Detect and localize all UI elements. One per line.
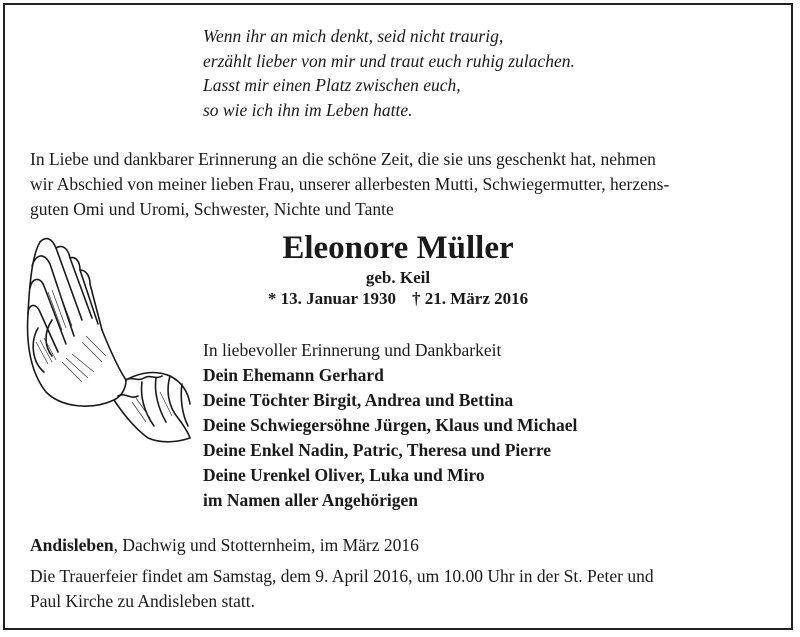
- poem-line: Wenn ihr an mich denkt, seid nicht traurig,: [203, 26, 504, 46]
- mourner-line: Deine Schwiegersöhne Jürgen, Klaus und Michael: [203, 415, 578, 435]
- birth-date: * 13. Januar 1930: [267, 289, 396, 308]
- poem: [203, 24, 575, 122]
- death-date: † 21. März 2016: [412, 289, 529, 308]
- intro-line: wir Abschied von meiner lieben Frau, unserer allerbesten Mutti, Schwiegermutter, herzens-: [30, 174, 670, 194]
- place-town: Andisleben: [30, 535, 114, 555]
- praying-hands-icon: [22, 232, 194, 446]
- poem-line: Lasst mir einen Platz zwischen euch,: [203, 75, 461, 95]
- place-and-date: [30, 533, 419, 558]
- intro-text: [30, 147, 775, 222]
- poem-line: erzählt lieber von mir und traut euch ruhig zulachen.: [203, 50, 575, 71]
- mourner-line: im Namen aller Angehörigen: [203, 490, 419, 510]
- life-dates: [203, 287, 593, 311]
- place-rest: , Dachwig und Stotternheim, im März 2016: [113, 535, 419, 555]
- mourner-line: Deine Enkel Nadin, Patric, Theresa und Pierre: [203, 440, 552, 460]
- mourner-line: Deine Urenkel Oliver, Luka und Miro: [203, 465, 485, 485]
- birth-name: geb. Keil: [365, 268, 431, 287]
- deceased-name: Eleonore Müller: [282, 230, 514, 266]
- intro-line: guten Omi und Uromi, Schwester, Nichte und Tante: [30, 199, 394, 219]
- intro-line: In Liebe und dankbarer Erinnerung an die schöne Zeit, die sie uns geschenkt hat, nehmen: [30, 149, 656, 169]
- mourners-heading: In liebevoller Erinnerung und Dankbarkeit: [203, 340, 502, 360]
- mourner-line: Dein Ehemann Gerhard: [203, 365, 384, 385]
- mourner-line: Deine Töchter Birgit, Andrea und Bettina: [203, 390, 514, 410]
- funeral-line: Paul Kirche zu Andisleben statt.: [30, 591, 256, 611]
- poem-line: so wie ich ihn im Leben hatte.: [203, 99, 413, 120]
- funeral-info: [30, 564, 775, 614]
- mourners-list: [203, 338, 577, 513]
- funeral-line: Die Trauerfeier findet am Samstag, dem 9. April 2016, um 10.00 Uhr in der St. Peter und: [30, 566, 654, 586]
